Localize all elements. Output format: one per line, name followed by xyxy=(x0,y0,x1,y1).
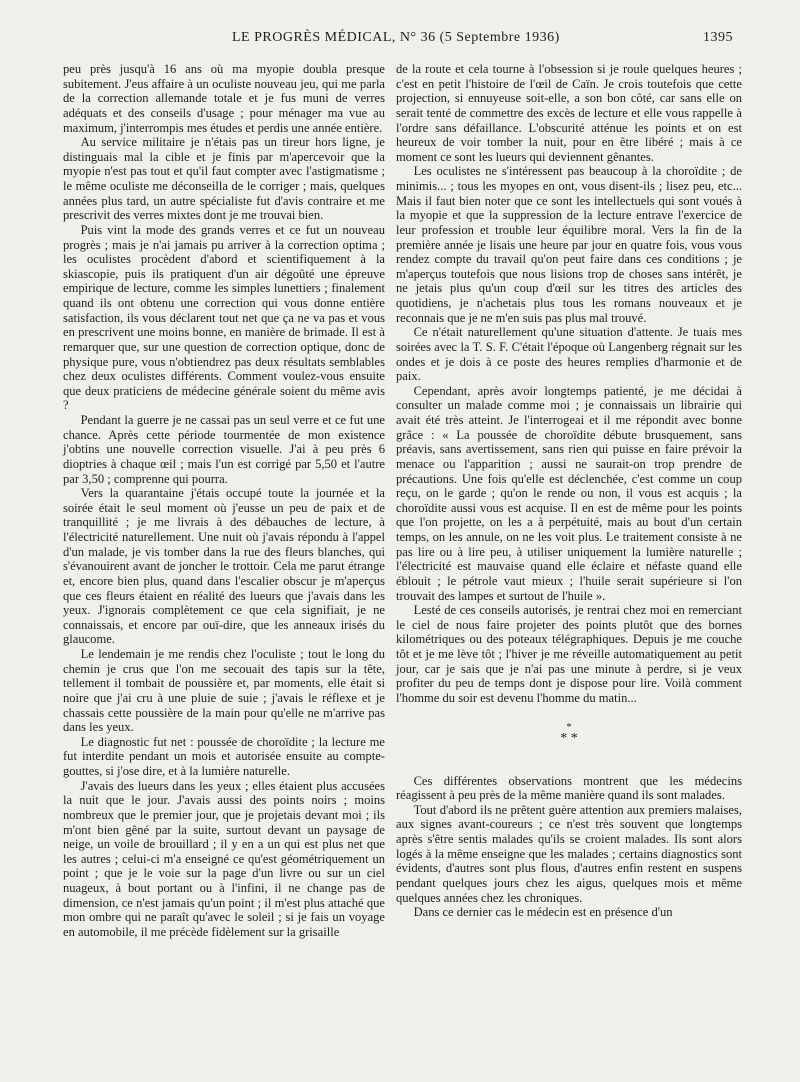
left-column xyxy=(63,62,385,940)
paragraph: Lesté de ces conseils autorisés, je rentrai chez moi en remerciant le ciel de nous faire projeter des points plutôt que des bornes kilométriques ou des poteaux télégraphiques. Depuis je me couche tôt et je me lève tôt ; l'hiver je me réveille automatiquement au petit jour, car je sais que je n'ai pas une minute à perdre, si je veux profiter du peu de temps dont je dispose pour lire. Voilà comment l'homme du soir est devenu l'homme du matin... xyxy=(396,603,742,705)
section-separator xyxy=(396,721,742,754)
paragraph: de la route et cela tourne à l'obsession si je roule quelques heures ; c'est en petit l'histoire de l'œil de Caïn. Je crois toutefois que cette projection, si ennuyeuse soit-elle, a son bon côté, car sans elle on serait tenté de commettre des excès de lecture et elle vous rappelle à l'ordre sans défaillance. L'obscurité atténue les points et on est heureux de voir tomber la nuit, pour en être libéré ; mais à ce moment ce sont les lueurs qui deviennent gênantes. xyxy=(396,62,742,164)
paragraph: Le lendemain je me rendis chez l'oculiste ; tout le long du chemin je crus que l'on me secouait des tapis sur la tête, tellement il tombait de poussière et, par moments, elle était si noire que j'ai cru à une pluie de suie ; j'avais le réflexe et je chassais cette poussière de la main pour qu'elle ne m'arrive pas dans les yeux. xyxy=(63,647,385,735)
right-column xyxy=(396,62,742,920)
paragraph: J'avais des lueurs dans les yeux ; elles étaient plus accusées la nuit que le jour. J'avais aussi des points noirs ; moins nombreux que le premier jour, que je projetais devant moi ; ils m'ont bien gêné par la suite, surtout devant un paysage de neige, un voile de brouillard ; il y en a un qui est plus net que les autres ; celui-ci m'a enseigné ce qu'est géométriquement un point ; que je le voie sur la page d'un livre ou sur un ciel nuageux, à bout portant ou à l'infini, il ne change pas de dimension, ce n'est jamais qu'un point ; il m'est plus attaché que mon ombre qui ne paraît qu'avec le soleil ; si je fais un voyage en automobile, il me précède fidèlement sur la grisaille xyxy=(63,778,385,939)
paragraph: Pendant la guerre je ne cassai pas un seul verre et ce fut une chance. Après cette période tourmentée de mon existence j'obtins une nouvelle correction visuelle. J'ai à peu près 6 dioptries à chaque œil ; mais l'un est corrigé par 5,50 et l'autre par 3,50 ; comprenne qui pourra. xyxy=(63,413,385,486)
separator-asterisk-top: * xyxy=(566,721,572,733)
paragraph: peu près jusqu'à 16 ans où ma myopie doubla presque subitement. J'eus affaire à un oculiste nouveau jeu, qui me parla de la correction allemande totale et je fus muni de verres adéquats et des conseils d'usage ; pour ménager ma vue au maximum, j'interrompis mes études et perdis une année entière. xyxy=(63,62,385,135)
paragraph: Tout d'abord ils ne prêtent guère attention aux premiers malaises, aux signes avant-coureurs ; ce n'est très souvent que longtemps après s'être sentis malades qu'ils se croient malades. Ils sont alors logés à la même enseigne que les malades ; certains diagnostics sont évidents, d'autres sont plus flous, d'autres enfin restent en suspens pendant quelques jours chez les aigus, quelques mois et même quelques années chez les chroniques. xyxy=(396,802,742,905)
separator-asterisks-bottom: * * xyxy=(560,730,578,746)
running-title: LE PROGRÈS MÉDICAL, N° 36 (5 Septembre 1936) xyxy=(232,30,560,45)
paragraph: Ce n'était naturellement qu'une situation d'attente. Je tuais mes soirées avec la T. S. F. C'était l'époque où Langenberg régnait sur les ondes et je dois à ce poste des heures remplies d'harmonie et de paix. xyxy=(396,325,742,384)
paragraph: Puis vint la mode des grands verres et ce fut un nouveau progrès ; mais je n'ai jamais pu arriver à la correction optima ; les oculistes procèdent d'abord et scientifiquement à la skiascopie, puis ils pratiquent d'un air dégoûté une épreuve empirique de lecture, comme les simples lunettiers ; finalement quand ils ont obtenu une correction qui vous donne entière satisfaction, ils vous déclarent tout net que ça ne va pas et vous en prescrivent une moins bonne, en manière de brimade. Il est à remarquer que, sur une question de correction optique, donc de physique pure, vous n'obtiendrez pas deux résultats semblables chez deux oculistes différents. Comment voulez-vous ensuite que deux praticiens de médecine générale soient du même avis ? xyxy=(63,222,385,413)
paragraph: Le diagnostic fut net : poussée de choroïdite ; la lecture me fut interdite pendant un mois et autorisée ensuite au compte-gouttes, si j'ose dire, et à la lumière naturelle. xyxy=(63,734,385,778)
paragraph: Dans ce dernier cas le médecin est en présence d'un xyxy=(413,905,673,920)
paragraph: Cependant, après avoir longtemps patienté, je me décidai à consulter un malade comme moi ; je connaissais un librairie qui avait été très atteint. Je l'interrogeai et il me répondit avec bonne grâce : « La poussée de choroïdite débute brusquement, sans préavis, sans avertissement, sans rien qui puisse en faire prévoir la menace ou l'apparition ; aussi ne saurait-on trop prendre de précautions. Une fois qu'elle est déclenchée, c'est comme un coup reçu, on le garde ; qu'on le rende ou non, il vous est acquis ; la choroïdite aussi vous est acquise. Il en est de même pour les points que l'on projette, on les a à perpétuité, mais au bout d'un certain temps, on les annule, on ne les voit plus. Le traitement consiste à ne pas lire ou à lire peu, à utiliser uniquement la lumière naturelle ; l'électricité est mauvaise quand elle éclaire et néfaste quand elle éblouit ; le pétrole vaut mieux ; l'huile serait supérieure si l'on trouvait des lampes et surtout de l'huile ». xyxy=(396,383,742,603)
running-header xyxy=(0,30,800,52)
page-number: 1395 xyxy=(703,30,733,45)
paragraph: Les oculistes ne s'intéressent pas beaucoup à la choroïdite ; de minimis... ; tous les myopes en ont, vous disent-ils ; lisez peu, etc... Mais il faut bien noter que ce sont les intellectuels qui sont voués à la myopie et que la suppression de la lecture entrave l'exercice de leur profession et trouble leur équilibre moral. Vers la fin de la première année je lisais une heure par jour en quatre fois, vous vous rendez compte du travail qu'on peut faire dans ces conditions ; je m'aperçus toutefois que nous lisions trop de choses sans intérêt, je ne jetais plus qu'un coup d'œil sur les titres des articles des quotidiens, je n'achetais plus tous les romans nouveaux et je reconnais que je ne m'en suis pas plus mal trouvé. xyxy=(396,164,742,325)
paragraph: Vers la quarantaine j'étais occupé toute la journée et la soirée était le seul moment où j'eusse un peu de paix et de tranquillité ; je me livrais à des débauches de lecture, à l'électricité naturellement. Une nuit où j'avais répondu à l'appel d'un malade, je vis tomber dans la rue des fleurs blanches, qui s'évanouirent avant de joncher le trottoir. Cela me parut étrange et, encore bien plus, quand dans l'escalier obscur je m'aperçus que ces fleurs étaient en réalité des lueurs que j'avais dans les yeux. J'ignorais complètement ce que cela signifiait, je ne connaissais, et encore par ouï-dire, que les anneaux irisés du glaucome. xyxy=(63,486,385,647)
paragraph: Ces différentes observations montrent que les médecins réagissent à peu près de la même manière quand ils sont malades. xyxy=(396,773,742,803)
paragraph: Au service militaire je n'étais pas un tireur hors ligne, je distinguais mal la cible et je finis par m'apercevoir que la myopie n'est pas tout et qu'il faut compter avec l'astigmatisme ; le même oculiste me déconseilla de le corriger ; mais, quelques années plus tard, un autre spécialiste fut d'avis contraire et me prescrivit des verres mixtes dont je me trouvai bien. xyxy=(63,135,385,223)
